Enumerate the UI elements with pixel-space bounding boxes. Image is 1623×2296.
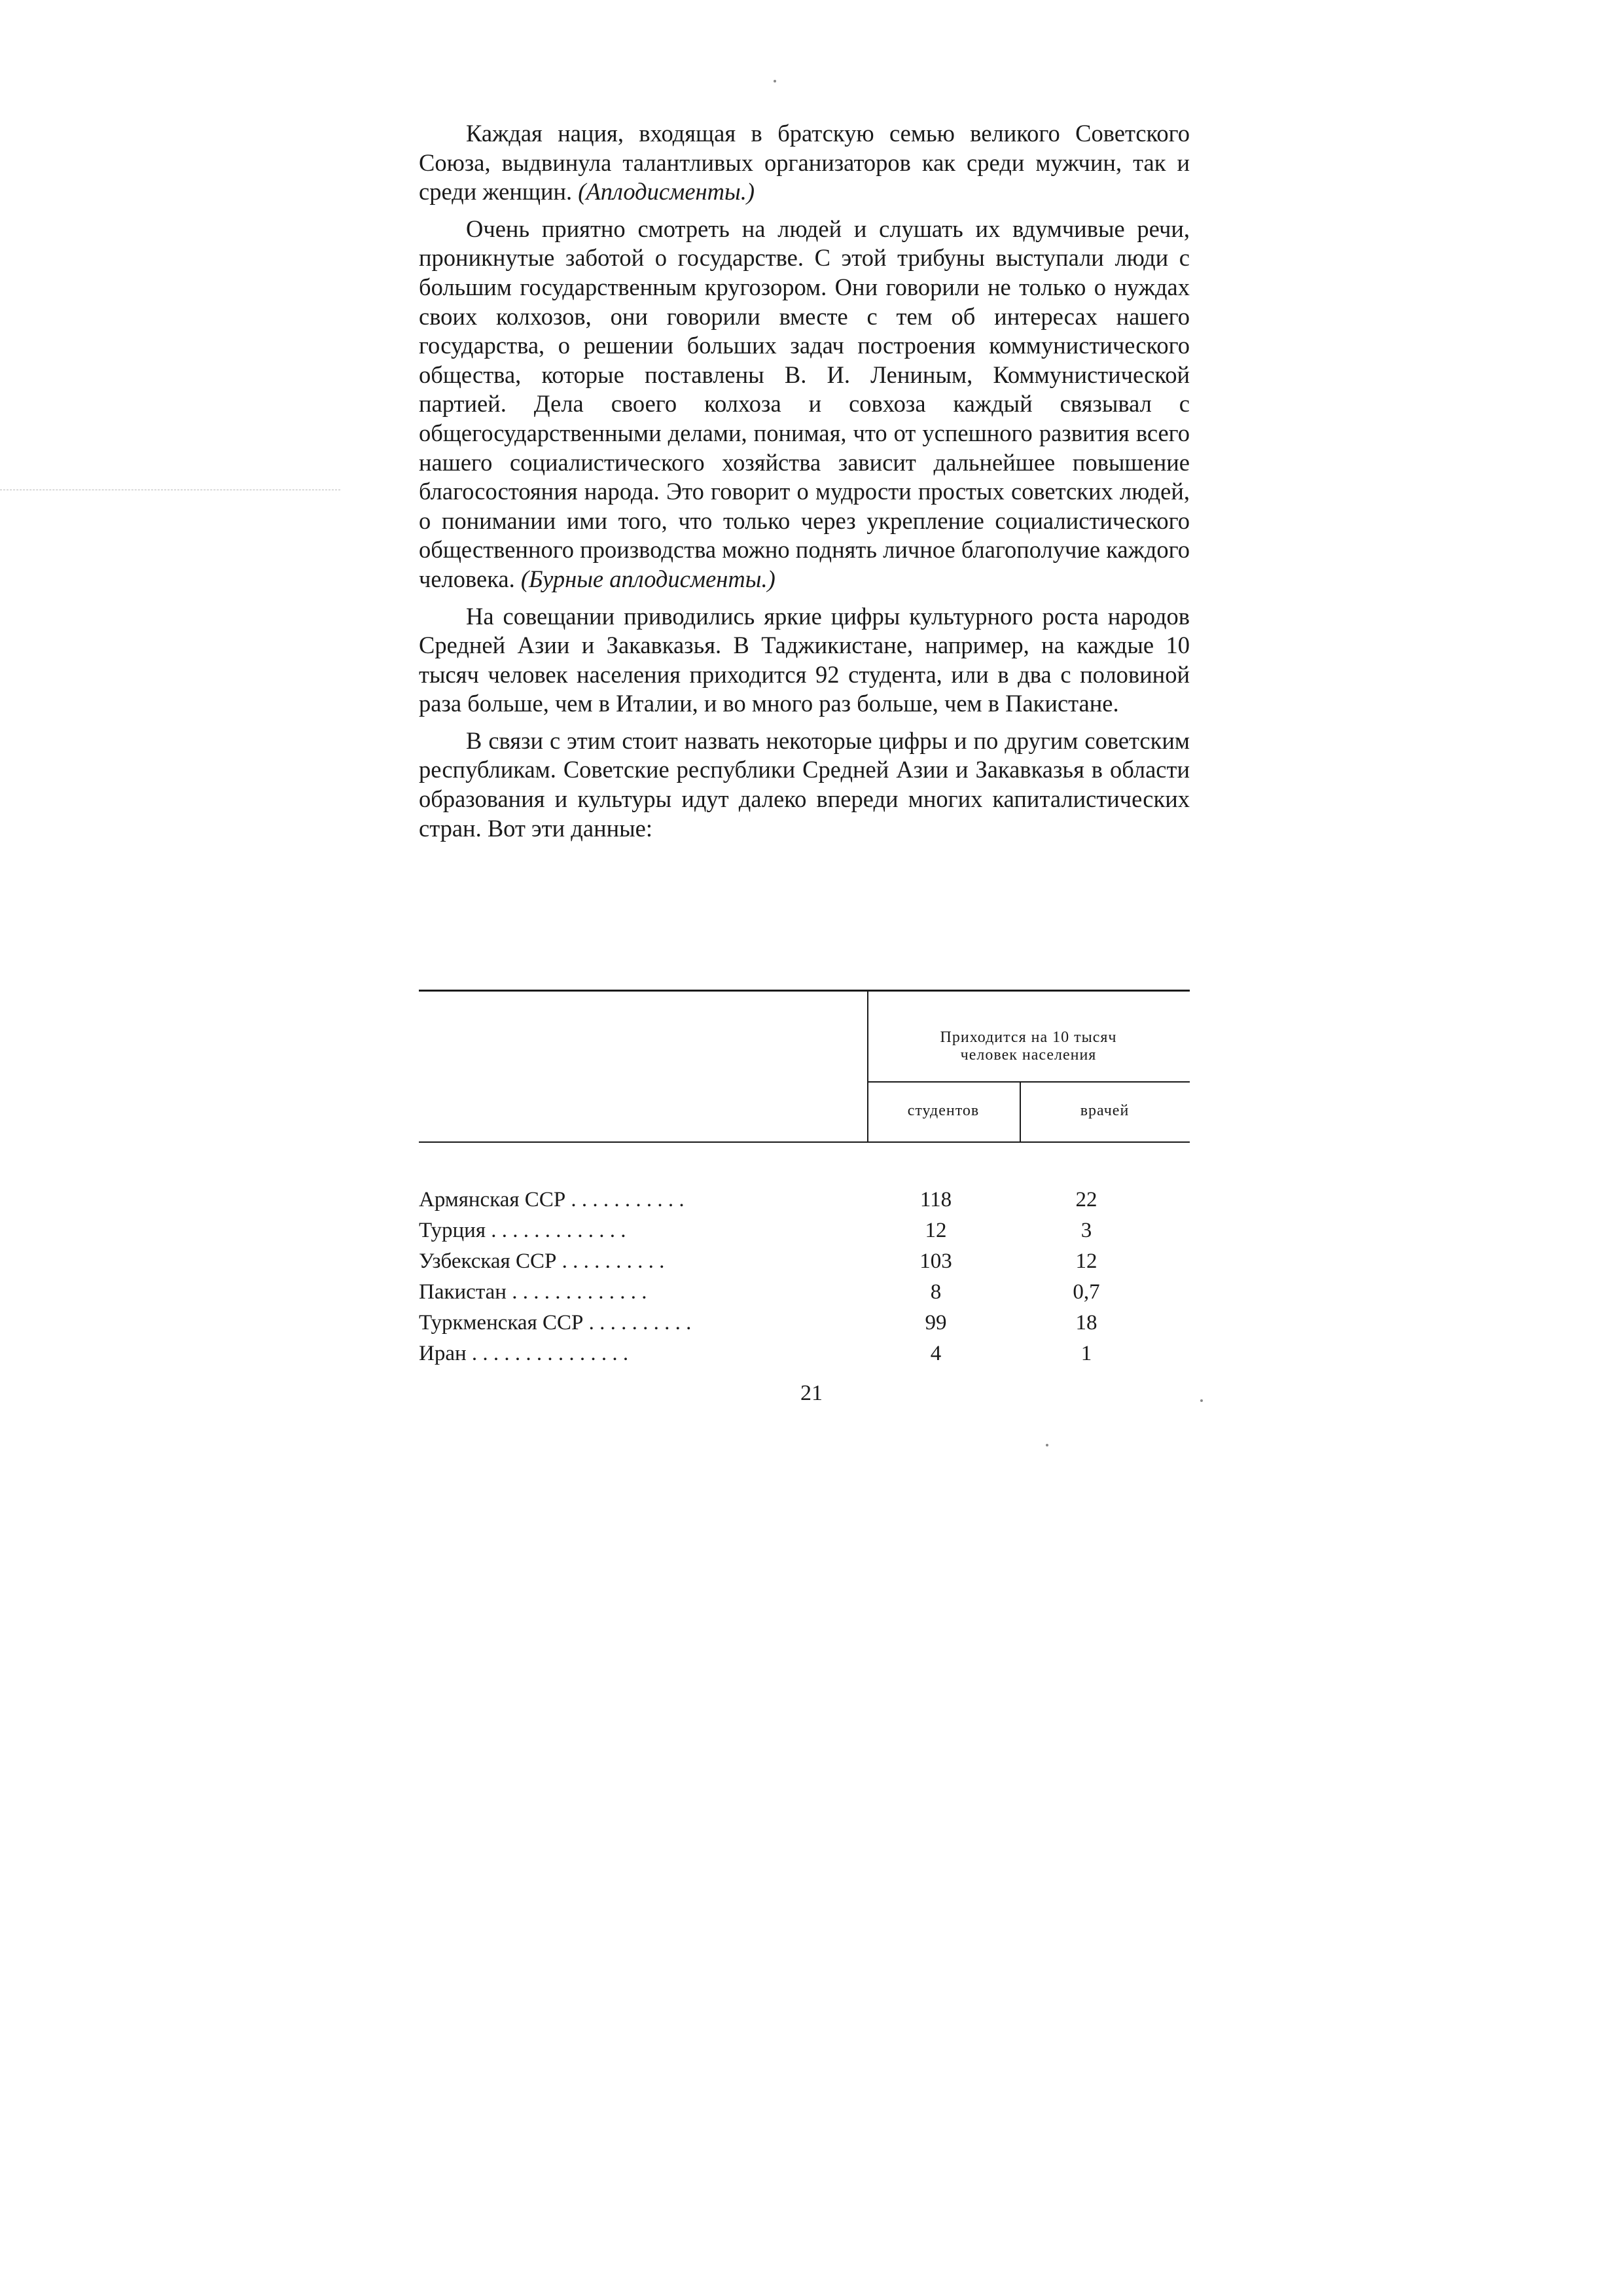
table-row [419, 1308, 1190, 1338]
paragraph [419, 119, 1190, 207]
table-header-bottom-rule [419, 1141, 1190, 1143]
column-header-doctors: врачей [1080, 1102, 1130, 1119]
scan-artifact-dot [1046, 1444, 1048, 1446]
row-country: Армянская ССР . . . . . . . . . . . [419, 1188, 685, 1211]
row-doctors: 22 [1075, 1188, 1097, 1211]
table-row [419, 1277, 1190, 1308]
paragraph [419, 215, 1190, 594]
table-body [419, 1185, 1190, 1369]
table-row [419, 1185, 1190, 1215]
row-doctors: 1 [1080, 1342, 1092, 1365]
paragraph [419, 726, 1190, 843]
row-country: Узбекская ССР . . . . . . . . . . [419, 1249, 665, 1273]
body-text [419, 119, 1190, 851]
table-row [419, 1215, 1190, 1246]
applause-remark: (Бурные аплодисменты.) [520, 565, 776, 592]
group-header-rule [867, 1081, 1190, 1083]
column-header-students: студентов [907, 1102, 980, 1119]
row-country: Туркменская ССР . . . . . . . . . . [419, 1311, 692, 1335]
paragraph-text: В связи с этим стоит назвать некоторые цифры и по другим советским республикам. Советские республики Средней Азии и Закавказья в области образования и культуры идут далеко впереди многих капиталистических стран. Вот эти данные: [419, 726, 1190, 842]
row-doctors: 18 [1075, 1311, 1097, 1335]
row-country: Турция . . . . . . . . . . . . . [419, 1219, 626, 1242]
scan-artifact-dot [774, 80, 776, 82]
applause-remark: (Аплодисменты.) [578, 178, 755, 206]
paragraph-text: Каждая нация, входящая в братскую семью великого Советского Союза, выдвинула талантливых организаторов как среди мужчин, так и среди женщин. [419, 120, 1190, 206]
row-country: Пакистан . . . . . . . . . . . . . [419, 1280, 647, 1304]
table-top-rule [419, 990, 1190, 992]
page-number: 21 [800, 1381, 823, 1405]
row-country: Иран . . . . . . . . . . . . . . . [419, 1342, 629, 1365]
row-students: 4 [930, 1342, 942, 1365]
row-students: 99 [925, 1311, 947, 1335]
group-header: Приходится на 10 тысяч человек населения [940, 1029, 1117, 1064]
table-row [419, 1246, 1190, 1277]
row-doctors: 12 [1075, 1249, 1097, 1273]
row-doctors: 0,7 [1073, 1280, 1100, 1304]
row-students: 8 [930, 1280, 942, 1304]
paragraph-text: Очень приятно смотреть на людей и слушать их вдумчивые речи, проникнутые заботой о государстве. С этой трибуны выступали люди с большим государственным кругозором. Они говорили не только о нуждах своих колхозов, они говорили вместе с тем об интересах нашего государства, о решении больших задач построения коммунистического общества, которые поставлены В. И. Лениным, Коммунистической партией. Дела своего колхоза и совхоза каждый связывал с общегосударственными делами, понимая, что от успешного развития всего нашего социалистического хозяйства зависит дальнейшее повышение благосостояния народа. Это говорит о мудрости простых советских людей, о понимании ими того, что только через укрепление социалистического общественного производства можно поднять личное благополучие каждого человека. [419, 215, 1190, 592]
paragraph-text: На совещании приводились яркие цифры культурного роста народов Средней Азии и Закавказья. В Таджикистане, например, на каждые 10 тысяч человек населения приходится 92 студента, или в два с половиной раза больше, чем в Италии, и во много раз больше, чем в Пакистане. [419, 602, 1190, 717]
row-students: 103 [919, 1249, 952, 1273]
table-row [419, 1338, 1190, 1369]
paragraph [419, 602, 1190, 719]
row-students: 118 [919, 1188, 952, 1211]
row-students: 12 [925, 1219, 947, 1242]
row-doctors: 3 [1080, 1219, 1092, 1242]
scan-artifact-dot [1200, 1399, 1203, 1402]
